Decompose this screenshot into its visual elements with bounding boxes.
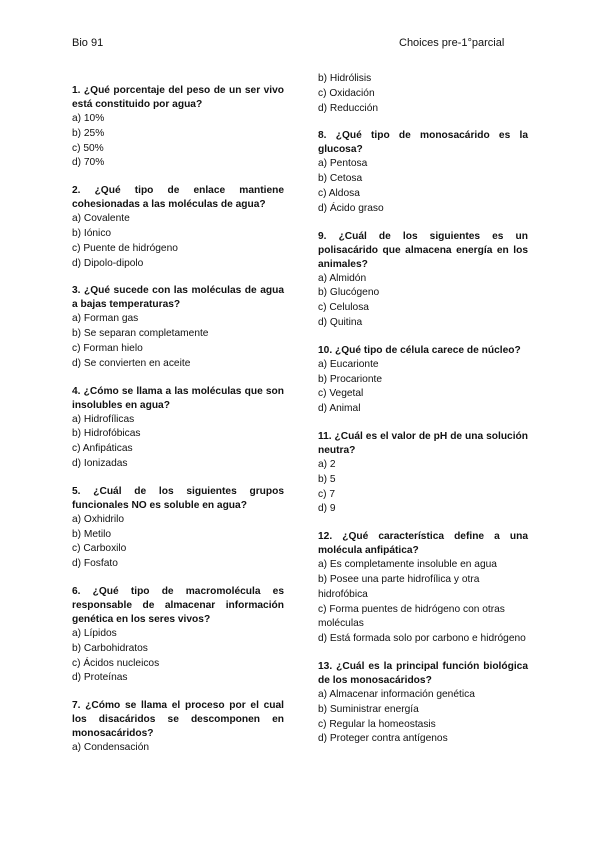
- answer-option: b) 5: [318, 473, 336, 485]
- question-block: [318, 530, 528, 647]
- answer-option: c) Vegetal: [318, 388, 364, 400]
- answer-option: a) Forman gas: [72, 313, 139, 325]
- question-block: [72, 699, 284, 756]
- question-block: [72, 485, 284, 572]
- answer-option: b) Procarionte: [318, 373, 382, 385]
- question-block: [318, 129, 528, 216]
- answer-option: a) 2: [318, 458, 336, 470]
- question-text: 4. ¿Cómo se llama a las moléculas que son insolubles en agua?: [72, 385, 284, 411]
- question-text: 11. ¿Cuál es el valor de pH de una solución neutra?: [318, 430, 528, 456]
- question-text: 10. ¿Qué tipo de célula carece de núcleo?: [318, 344, 521, 356]
- answer-option: b) Suministrar energía: [318, 703, 419, 715]
- answer-option: b) Iónico: [72, 227, 112, 239]
- question-text: 3. ¿Qué sucede con las moléculas de agua a bajas temperaturas?: [72, 285, 284, 311]
- answer-option: c) Oxidación: [318, 87, 375, 99]
- question-text: 7. ¿Cómo se llama el proceso por el cual los disacáridos se descomponen en monosacáridos?: [72, 700, 284, 740]
- answer-option: b) Carbohidratos: [72, 642, 148, 654]
- answer-option: d) Ionizadas: [72, 457, 128, 469]
- answer-option: a) Es completamente insoluble en agua: [318, 559, 497, 571]
- answer-option: a) Pentosa: [318, 158, 368, 170]
- answer-option: a) Almacenar información genética: [318, 688, 475, 700]
- answer-option: d) Se convierten en aceite: [72, 357, 191, 369]
- question-text: 5. ¿Cuál de los siguientes grupos funcionales NO es soluble en agua?: [72, 485, 284, 511]
- answer-option: b) Glucógeno: [318, 287, 380, 299]
- answer-option: c) Carboxilo: [72, 543, 127, 555]
- answer-option: b) Se separan completamente: [72, 328, 209, 340]
- answer-option: c) Puente de hidrógeno: [72, 242, 178, 254]
- answer-option: b) Hidrofóbicas: [72, 428, 141, 440]
- answer-option: d) Animal: [318, 403, 361, 415]
- question-block: [318, 230, 528, 331]
- question-text: 9. ¿Cuál de los siguientes es un polisacárido que almacena energía en los animales?: [318, 230, 528, 270]
- question-block: [72, 385, 284, 472]
- answer-option: a) Almidón: [318, 272, 367, 284]
- question-text: 2. ¿Qué tipo de enlace mantiene cohesionadas a las moléculas de agua?: [72, 185, 284, 211]
- answer-option: c) Forman hielo: [72, 342, 143, 354]
- question-text: 13. ¿Cuál es la principal función biológica de los monosacáridos?: [318, 660, 528, 686]
- answer-option: d) Proteger contra antígenos: [318, 733, 448, 745]
- question-block: [318, 660, 528, 747]
- answer-option: d) Quitina: [318, 316, 363, 328]
- answer-option: a) 10%: [72, 113, 105, 124]
- answer-option: d) 9: [318, 503, 336, 515]
- answer-option: c) Celulosa: [318, 302, 369, 314]
- answer-option: b) Hidrólisis: [318, 73, 372, 84]
- question-block: [318, 344, 528, 417]
- question-7-continuation: [318, 72, 528, 116]
- answer-option: a) Condensación: [72, 742, 150, 754]
- right-column: [318, 72, 528, 760]
- answer-option: c) Forma puentes de hidrógeno con otras moléculas: [318, 603, 505, 630]
- question-text: 1. ¿Qué porcentaje del peso de un ser vivo está constituido por agua?: [72, 85, 284, 110]
- answer-option: c) Aldosa: [318, 187, 360, 199]
- answer-option: c) Regular la homeostasis: [318, 718, 436, 730]
- answer-option: d) Proteínas: [72, 672, 128, 684]
- answer-option: b) 25%: [72, 127, 105, 139]
- answer-option: a) Eucarionte: [318, 358, 379, 370]
- answer-option: a) Covalente: [72, 213, 130, 225]
- question-block: [72, 585, 284, 686]
- answer-option: b) Posee una parte hidrofílica y otra hidrofóbica: [318, 573, 480, 600]
- left-column: [72, 84, 284, 769]
- answer-option: a) Lípidos: [72, 627, 117, 639]
- answer-option: b) Cetosa: [318, 173, 363, 185]
- answer-option: c) 50%: [72, 142, 104, 154]
- answer-option: c) 7: [318, 488, 335, 500]
- answer-option: d) Está formada solo por carbono e hidrógeno: [318, 633, 526, 645]
- header-course: Bio 91: [72, 37, 104, 49]
- question-text: 6. ¿Qué tipo de macromolécula es responsable de almacenar información genética en los seres vivos?: [72, 585, 284, 625]
- question-text: 8. ¿Qué tipo de monosacárido es la glucosa?: [318, 130, 528, 156]
- answer-option: c) Anfipáticas: [72, 443, 133, 455]
- answer-option: c) Ácidos nucleicos: [72, 657, 160, 669]
- question-text: 12. ¿Qué característica define a una molécula anfipática?: [318, 531, 528, 557]
- header-title: Choices pre-1°parcial: [399, 37, 505, 49]
- answer-option: a) Oxhidrilo: [72, 513, 125, 525]
- answer-option: d) Reducción: [318, 102, 379, 114]
- answer-option: d) Fosfato: [72, 558, 118, 570]
- question-block: [72, 284, 284, 371]
- answer-option: b) Metilo: [72, 528, 112, 540]
- answer-option: d) Ácido graso: [318, 202, 384, 214]
- question-block: [72, 84, 284, 171]
- answer-option: a) Hidrofílicas: [72, 413, 135, 425]
- answer-option: d) 70%: [72, 157, 105, 169]
- answer-option: d) Dipolo-dipolo: [72, 257, 144, 269]
- question-block: [318, 430, 528, 517]
- question-block: [72, 184, 284, 271]
